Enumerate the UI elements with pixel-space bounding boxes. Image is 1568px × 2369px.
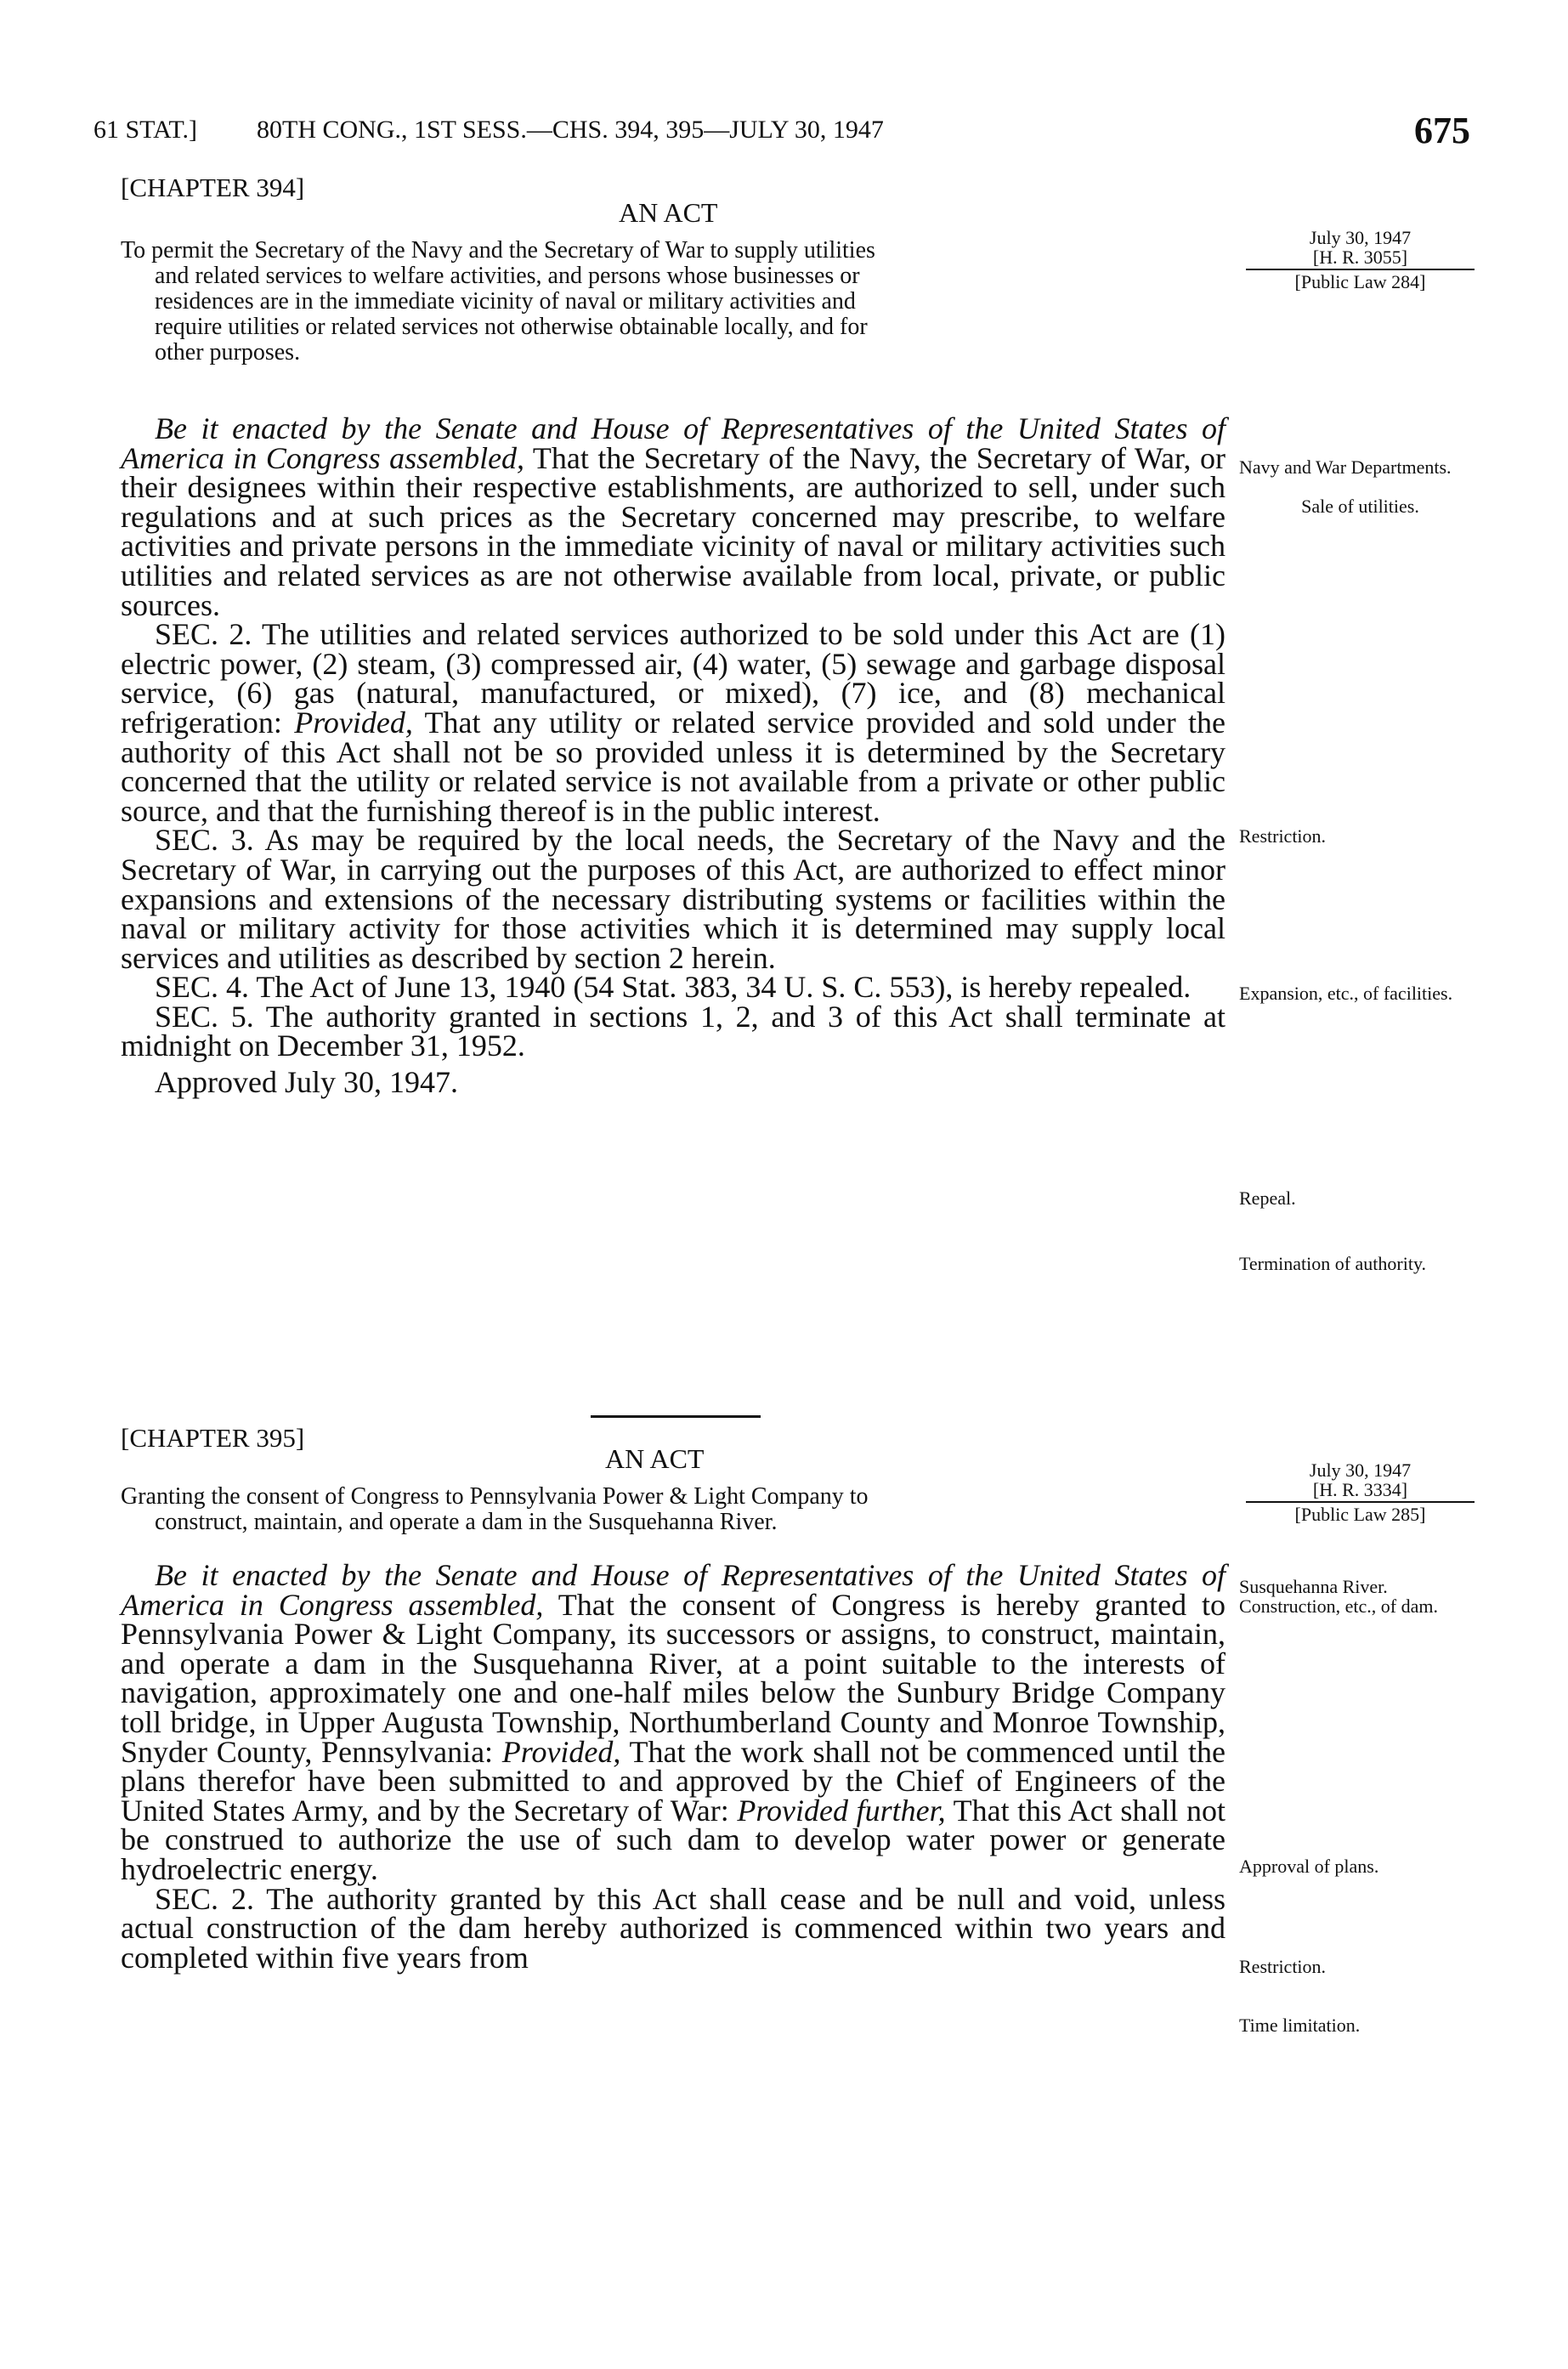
session-reference: 80TH CONG., 1ST SESS.—CHS. 394, 395—JULY 30, 1947	[257, 116, 884, 144]
section-number: SEC. 4.	[155, 970, 250, 1005]
bill-number: [H. R. 3334]	[1312, 1479, 1408, 1500]
purpose-line: Granting the consent of Congress to Pennsylvania Power & Light Company to	[121, 1483, 869, 1510]
section-3	[121, 823, 1226, 975]
act-body	[121, 411, 1226, 1100]
section-number: SEC. 2.	[155, 1881, 254, 1916]
margin-note: Approval of plans.	[1239, 1856, 1379, 1877]
chapter-label: [CHAPTER 395]	[121, 1423, 305, 1453]
enacting-clause: Be it enacted by the Senate and House of Representatives of the United States of America in Congress assembled,	[121, 1558, 1226, 1622]
date-note	[1239, 228, 1481, 292]
purpose-line: require utilities or related services not otherwise obtainable locally, and for	[155, 314, 868, 340]
margin-note: Termination of authority.	[1239, 1253, 1427, 1274]
section-text: That the Secretary of the Navy, the Secretary of War, or their designees within their respective establishments, are authorized to sell, under such regulations and at such prices as the Secretary concerned may prescribe, to welfare activities and private persons in the immediate vicinity of naval or military activities such utilities and related services as are not otherwise available from local, private, or public sources.	[121, 440, 1226, 622]
margin-note: Time limitation.	[1239, 2015, 1361, 2036]
section-text: The authority granted in sections 1, 2, and 3 of this Act shall terminate at midnight on December 31, 1952.	[121, 999, 1226, 1063]
note-divider	[1246, 1501, 1475, 1503]
section-2	[121, 617, 1226, 828]
act-date: July 30, 1947	[1309, 1459, 1412, 1481]
chapter-label: [CHAPTER 394]	[121, 173, 305, 202]
section-number: SEC. 2.	[155, 617, 252, 652]
act-heading: AN ACT	[619, 197, 718, 228]
section-5	[121, 999, 1226, 1063]
margin-note: Construction, etc., of dam.	[1239, 1595, 1439, 1617]
enacting-paragraph	[121, 411, 1226, 622]
section-2	[121, 1881, 1226, 1975]
section-text: That the consent of Congress is hereby granted to Pennsylvania Power & Light Company, its successors or assigns, to construct, maintain, and operate a dam in the Susquehanna River, at a point suitable to the interests of navigation, approximately one and one-half miles below the Sunbury Bridge Company toll bridge, in Upper Augusta Township, Northumberland County and Monroe Township, Snyder County, Pennsylvania:	[121, 1587, 1226, 1769]
act-heading: AN ACT	[605, 1443, 705, 1474]
section-text: As may be required by the local needs, the Secretary of the Navy and the Secretary of War, in carrying out the purposes of this Act, are authorized to effect minor expansions and extensions of the necessary distributing systems or facilities within the naval or military activity for those activities which it is determined may supply local services and utilities as described by section 2 herein.	[121, 823, 1226, 975]
proviso: Provided,	[501, 1734, 621, 1769]
section-text: The utilities and related services authorized to be sold under this Act are (1) electric power, (2) steam, (3) compressed air, (4) water, (5) sewage and garbage disposal service, (6) gas (natural, manufactured, or mixed), (7) ice, and (8) mechanical refrigeration:	[121, 617, 1226, 740]
section-number: SEC. 5.	[155, 999, 254, 1034]
section-text: The Act of June 13, 1940 (54 Stat. 383, 34 U. S. C. 553), is hereby repealed.	[256, 970, 1192, 1005]
act-date: July 30, 1947	[1309, 227, 1412, 248]
margin-note: Susquehanna River.	[1239, 1576, 1388, 1597]
purpose-line: To permit the Secretary of the Navy and the Secretary of War to supply utilities	[121, 237, 875, 264]
volume-reference: 61 STAT.]	[93, 116, 198, 144]
purpose-line: and related services to welfare activities, and persons whose businesses or	[155, 263, 860, 289]
purpose-line: other purposes.	[155, 339, 301, 366]
section-text: That this Act shall not be construed to authorize the use of such dam to develop water power or generate hydroelectric energy.	[121, 1793, 1226, 1886]
public-law-number: [Public Law 285]	[1294, 1504, 1426, 1525]
act-purpose	[121, 1484, 1226, 1535]
margin-note: Repeal.	[1239, 1187, 1296, 1209]
page-number: 675	[1414, 110, 1470, 151]
public-law-number: [Public Law 284]	[1294, 271, 1426, 292]
act-purpose	[121, 238, 1226, 366]
margin-note: Restriction.	[1239, 825, 1327, 847]
section-text: That any utility or related service provided and sold under the authority of this Act shall not be so provided unless it is determined by the Secretary concerned that the utility or related service is not available from a private or other public source, and that the furnishing thereof is in the public interest.	[121, 705, 1226, 828]
proviso: Provided further,	[737, 1793, 946, 1828]
section-text: The authority granted by this Act shall cease and be null and void, unless actual construction of the dam hereby authorized is commenced within two years and completed within five years from	[121, 1881, 1226, 1975]
section-number: SEC. 3.	[155, 823, 254, 858]
margin-note: Navy and War Departments.	[1239, 456, 1452, 478]
purpose-line: residences are in the immediate vicinity of naval or military activities and	[155, 288, 856, 315]
enacting-paragraph	[121, 1558, 1226, 1886]
section-text: That the work shall not be commenced until the plans therefor have been submitted to and approved by the Chief of Engineers of the United States Army, and by the Secretary of War:	[121, 1734, 1226, 1828]
margin-note: Restriction.	[1239, 1956, 1327, 1977]
approval-line: Approved July 30, 1947.	[155, 1065, 458, 1100]
bill-number: [H. R. 3055]	[1312, 247, 1408, 268]
purpose-line: construct, maintain, and operate a dam in the Susquehanna River.	[155, 1509, 778, 1535]
page-header	[93, 109, 1470, 160]
act-body	[121, 1558, 1226, 1975]
proviso: Provided,	[294, 705, 413, 740]
margin-note: Sale of utilities.	[1301, 496, 1419, 517]
enacting-clause: Be it enacted by the Senate and House of Representatives of the United States of America in Congress assembled,	[121, 411, 1226, 475]
margin-note: Expansion, etc., of facilities.	[1239, 983, 1453, 1004]
date-note	[1239, 1460, 1481, 1524]
note-divider	[1246, 269, 1475, 270]
section-4	[121, 970, 1226, 1005]
chapter-divider	[591, 1415, 761, 1418]
